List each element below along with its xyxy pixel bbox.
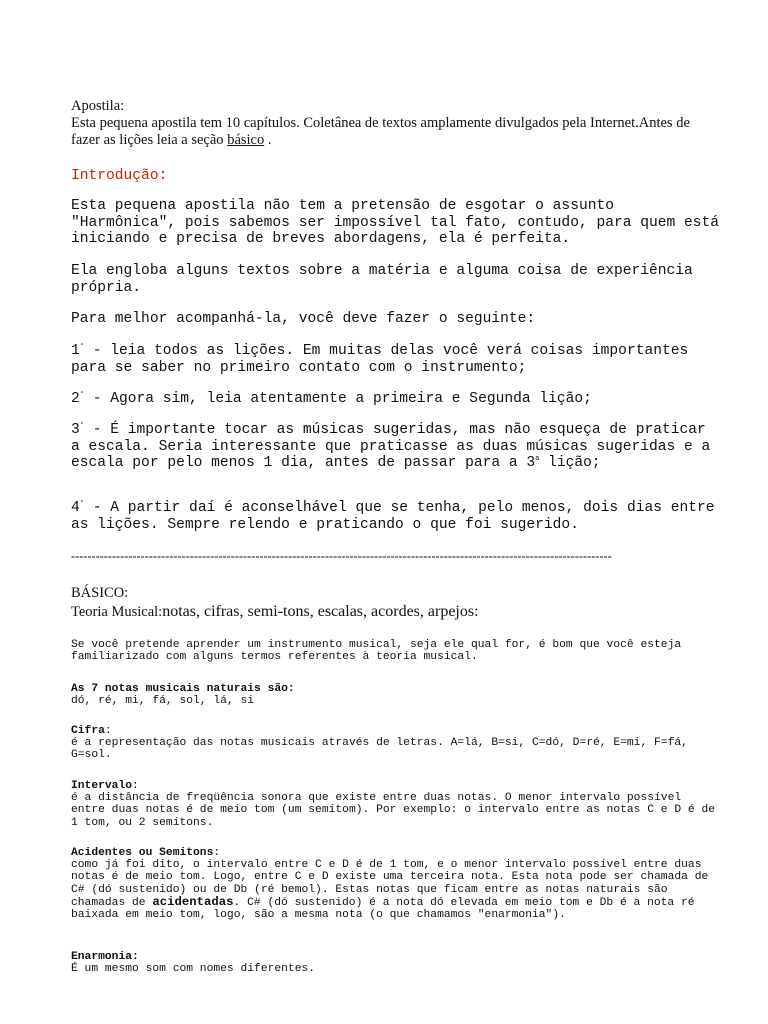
acidentes-title: Acidentes ou Semitons [71, 847, 214, 859]
intervalo-title: Intervalo [71, 780, 133, 792]
notes-title: As 7 notas musicais naturais são: [71, 683, 295, 695]
header-line-2-text: fazer as lições leia a seção [71, 132, 228, 148]
step-3 [71, 422, 721, 472]
step-number: 3 [71, 422, 80, 438]
notes-section [71, 683, 721, 707]
acidentes-colon: : [213, 847, 221, 859]
basico-heading: BÁSICO: [71, 585, 129, 601]
step-1 [71, 343, 721, 376]
acidentes-text-b: . C# (dó sustenido) é a nota dó elevada em meio tom e Db é a nota ré baixada em meio tom, logo, são a mesma nota (o que chamamos "enarmonia"). [71, 896, 695, 922]
acidentes-text-a: como já foi dito, o intervalo entre C e D é de 1 tom, e o menor intervalo possível entre duas notas é de meio tom. Logo, entre C e D existe uma terceira nota. Esta nota pode ser chamada de C# (dó sustenido) ou de Db (ré bemol). Estas notas que ficam entre as notas naturais são chamadas de [71, 859, 709, 909]
document-title: Apostila: [71, 98, 125, 114]
intervalo-text: é a distância de freqüência sonora que existe entre duas notas. O menor intervalo possível entre duas notas é de meio tom (um semitom). Por exemplo: o intervalo entre as notas C e D é de 1 tom, ou 2 semitons. [71, 792, 716, 829]
header-line-2 [71, 132, 721, 149]
cifra-text: é a representação das notas musicais através de letras. A=lá, B=si, C=dó, D=ré, E=mi, F=fá, G=sol. [71, 737, 688, 762]
enarmonia-title: Enarmonia: [71, 951, 139, 963]
step-text: - Agora sim, leia atentamente a primeira e Segunda lição; [83, 391, 592, 407]
enarmonia-section [71, 951, 721, 975]
header-line-2-end: . [264, 132, 272, 148]
acidentes-section [71, 847, 721, 921]
basico-subtitle-b: notas, cifras, semi-tons, escalas, acordes, arpejos: [162, 603, 479, 620]
header [71, 98, 721, 149]
basico-intro: Se você pretende aprender um instrumento musical, seja ele qual for, é bom que você esteja familiarizado com alguns termos referentes à teoria musical. [71, 639, 682, 664]
cifra-colon: : [104, 725, 112, 737]
step-text: - É importante tocar as músicas sugeridas, mas não esqueça de praticar a escala. Seria interessante que praticasse as duas músicas sugeridas e a escala por pelo menos 1 dia, antes de passar para a 3 [71, 422, 711, 471]
enarmonia-text: É um mesmo som com nomes diferentes. [71, 963, 316, 976]
header-line-1: Esta pequena apostila tem 10 capítulos. Coletânea de textos amplamente divulgados pela Internet.Antes de [71, 115, 690, 131]
step-text: - A partir daí é aconselhável que se tenha, pelo menos, dois dias entre as lições. Sempre relendo e praticando o que foi sugerido. [71, 500, 715, 533]
intervalo-section [71, 780, 721, 829]
intro-paragraph-1: Esta pequena apostila não tem a pretensão de esgotar o assunto "Harmônica", pois sabemos ser impossível tal fato, contudo, para quem está iniciando e precisa de breves abordagens, ela é perfeita. [71, 198, 720, 247]
cifra-title: Cifra [71, 725, 105, 737]
section-divider: ------------------------------------------------------------------------------------------------------------------------------------ [71, 549, 612, 563]
acidentes-text [71, 859, 721, 921]
notes-list: dó, ré, mi, fá, sol, lá, si [71, 695, 255, 708]
intervalo-colon: : [132, 780, 139, 792]
step-text: - leia todos as lições. Em muitas delas você verá coisas importantes para se saber no primeiro contato com o instrumento; [71, 343, 689, 376]
basico-subtitle-a: Teoria Musical: [71, 604, 163, 620]
step-2 [71, 391, 721, 408]
step-ordinal: ° [79, 391, 84, 400]
basico-link[interactable]: básico [227, 132, 265, 148]
step-text-end: lição; [539, 455, 601, 471]
step-number: 4 [71, 500, 80, 516]
step-ordinal: a [535, 455, 540, 464]
step-ordinal: ° [79, 500, 84, 509]
intro-paragraph-2: Ela engloba alguns textos sobre a matéria e alguma coisa de experiência própria. [71, 263, 693, 296]
intro-paragraph-3: Para melhor acompanhá-la, você deve fazer o seguinte: [71, 311, 536, 327]
step-number: 2 [71, 391, 80, 407]
cifra-section [71, 725, 721, 762]
basico-subtitle [71, 603, 721, 621]
step-ordinal: ° [79, 422, 84, 431]
step-number: 1 [71, 343, 80, 359]
step-ordinal: ° [79, 343, 84, 352]
intro-heading: Introdução: [71, 168, 168, 184]
acidentes-emphasis: acidentadas [152, 894, 234, 909]
step-4 [71, 500, 721, 533]
